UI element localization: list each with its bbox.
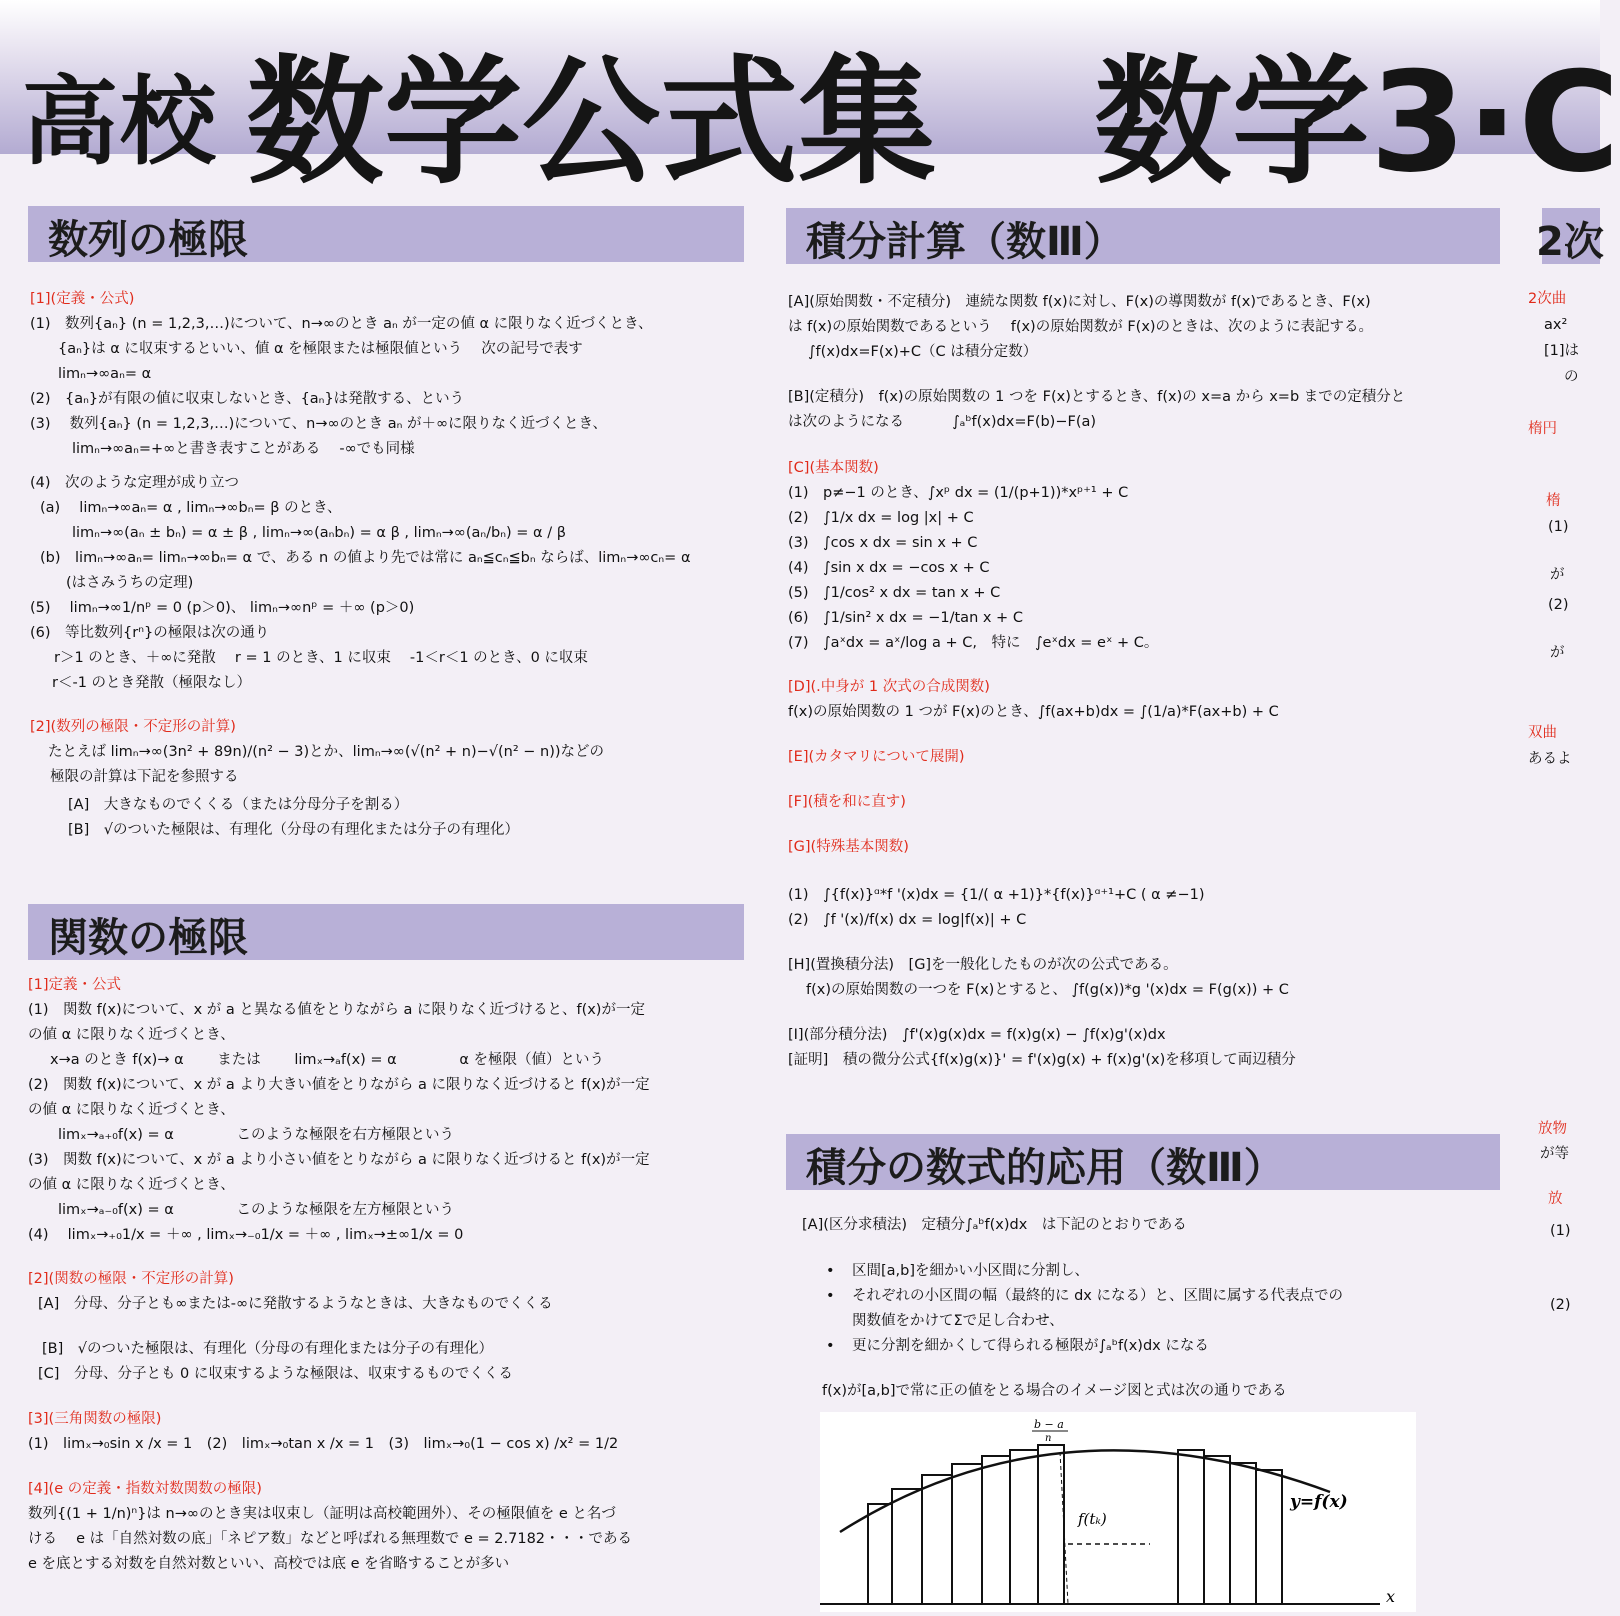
section-heading-integration-application <box>786 1134 1500 1190</box>
text-line: 極限の計算は下記を参照する <box>50 769 239 785</box>
riemann-bar <box>1204 1456 1230 1604</box>
list-item: • それぞれの小区間の幅（最終的に dx になる）と、区間に属する代表点での <box>852 1287 1343 1305</box>
formula-line: f(x)の原始関数の 1 つが F(x)のとき、∫f(ax+b)dx = ∫(1/a)*F(ax+b) + C <box>788 704 1279 720</box>
text-line: r＜-1 のとき発散（極限なし） <box>52 675 252 691</box>
formula-line: ∫f(x)dx=F(x)+C（C は積分定数） <box>808 344 1038 360</box>
text-line: の値 α に限りなく近づくとき、 <box>28 1102 235 1118</box>
column-left <box>28 0 744 1600</box>
formula-line: f(x)の原始関数の一つを F(x)とすると、 ∫f(g(x))*g '(x)dx = F(g(x)) + C <box>806 982 1289 998</box>
text-line: e を底とする対数を自然対数といい、高校では底 e を省略することが多い <box>28 1556 510 1572</box>
item-heading: [4](e の定義・指数対数関数の極限) <box>28 1481 262 1497</box>
text-line: ける e は「自然対数の底」「ネピア数」などと呼ばれる無理数で e = 2.7182・・・である <box>28 1531 633 1547</box>
header-subject: 数学3·C <box>1094 42 1620 203</box>
header-title: 数学公式集 <box>246 42 937 203</box>
riemann-sum-figure <box>820 1412 1416 1612</box>
text-line: [B] √のついた極限は、有理化（分母の有理化または分子の有理化） <box>42 1341 493 1357</box>
text-line: (1) 数列{aₙ} (n = 1,2,3,…)について、n→∞のとき aₙ が一定の値 α に限りなく近づくとき、 <box>30 316 653 332</box>
text-line: r＞1 のとき、＋∞に発散 r = 1 のとき、1 に収束 -1＜r＜1 のとき、0 に収束 <box>54 650 588 666</box>
text-fragment: 双曲 <box>1528 725 1557 741</box>
riemann-bar <box>1256 1470 1282 1604</box>
text-line: (1) 関数 f(x)について、x が a と異なる値をとりながら a に限りなく近づけると、f(x)が一定 <box>28 1002 645 1018</box>
text-fragment: の <box>1564 369 1579 385</box>
item-heading: [D](.中身が 1 次式の合成関数) <box>788 679 990 695</box>
header-school: 高校 <box>22 66 218 178</box>
item-heading: [1](定義・公式) <box>30 291 135 307</box>
fk-label: f(tₖ) <box>1078 1510 1107 1528</box>
text-fragment: 楕円 <box>1528 421 1557 437</box>
section-heading-integration <box>786 208 1500 264</box>
text-line: は次のようになる ∫ₐᵇf(x)dx=F(b)−F(a) <box>788 414 1097 430</box>
riemann-bars <box>868 1445 1282 1604</box>
section-heading-sequence-limit <box>28 206 744 262</box>
text-line: f(x)が[a,b]で常に正の値をとる場合のイメージ図と式は次の通りである <box>822 1383 1287 1399</box>
riemann-bar <box>1178 1450 1204 1604</box>
formula-line: limₙ→∞(aₙ ± bₙ) = α ± β , limₙ→∞(aₙbₙ) = α β , limₙ→∞(aₙ/bₙ) = α / β <box>72 525 566 541</box>
riemann-bar <box>952 1464 982 1604</box>
text-fragment: が <box>1550 645 1565 661</box>
riemann-bar <box>1010 1450 1038 1604</box>
text-line: (4) 次のような定理が成り立つ <box>30 475 240 491</box>
formula-line: (1) ∫{f(x)}ᵅ*f '(x)dx = {1/( α +1)}*{f(x)}ᵅ⁺¹+C ( α ≠−1) <box>788 887 1205 903</box>
item-heading: [G](特殊基本関数) <box>788 839 909 855</box>
item-heading: [F](積を和に直す) <box>788 794 906 810</box>
text-fragment: 楕 <box>1546 493 1561 509</box>
text-line: [H](置換積分法) [G]を一般化したものが次の公式である。 <box>788 957 1178 973</box>
section-title: 積分の数式的応用（数Ⅲ） <box>806 1145 1284 1191</box>
text-fragment: が <box>1550 567 1565 583</box>
formula-line: (2) ∫f '(x)/f(x) dx = log|f(x)| + C <box>788 912 1027 928</box>
column-middle <box>786 0 1500 1606</box>
text-line: (6) 等比数列{rⁿ}の極限は次の通り <box>30 625 270 641</box>
item-heading: [2](数列の極限・不定形の計算) <box>30 719 236 735</box>
text-line: 数列{(1 + 1/n)ⁿ}は n→∞のとき実は収束し（証明は高校範囲外）、その極限値を e と名づ <box>28 1506 616 1522</box>
text-line: (2) 関数 f(x)について、x が a より大きい値をとりながら a に限りなく近づけると f(x)が一定 <box>28 1077 650 1093</box>
text-line: (a) limₙ→∞aₙ= α , limₙ→∞bₙ= β のとき、 <box>40 500 342 516</box>
formula-line: (4) limₓ→₊₀1/x = ＋∞ , limₓ→₋₀1/x = ＋∞ , limₓ→±∞1/x = 0 <box>28 1227 464 1243</box>
text-line: [A] 大きなものでくくる（または分母分子を割る） <box>68 797 409 813</box>
text-fragment: 放 <box>1548 1191 1563 1207</box>
text-line: (2) {aₙ}が有限の値に収束しないとき、{aₙ}は発散する、という <box>30 391 465 407</box>
width-label: b − a <box>1034 1418 1064 1431</box>
riemann-bar <box>892 1489 922 1604</box>
text-line: [B] √のついた極限は、有理化（分母の有理化または分子の有理化） <box>68 822 519 838</box>
text-fragment: (1) <box>1548 519 1569 535</box>
text-line: (3) 関数 f(x)について、x が a より小さい値をとりながら a に限りなく近づけると f(x)が一定 <box>28 1152 650 1168</box>
riemann-bar <box>1230 1463 1256 1604</box>
text-fragment: あるよ <box>1528 751 1572 767</box>
formula-line: (3) ∫cos x dx = sin x + C <box>788 535 978 551</box>
list-item: • 更に分割を細かくして得られる極限が∫ₐᵇf(x)dx になる <box>852 1337 1209 1355</box>
section-title: 関数の極限 <box>48 915 248 961</box>
column-right-partial <box>1528 0 1604 1600</box>
formula-line: (4) ∫sin x dx = −cos x + C <box>788 560 990 576</box>
formula-line: (6) ∫1/sin² x dx = −1/tan x + C <box>788 610 1023 626</box>
formula-line: (1) p≠−1 のとき、∫xᵖ dx = (1/(p+1))*xᵖ⁺¹ + C <box>788 485 1129 501</box>
text-fragment: [1]は <box>1544 343 1580 359</box>
formula-line: limₙ→∞aₙ=+∞と書き表すことがある -∞でも同様 <box>72 441 415 457</box>
formula-line: (2) ∫1/x dx = log |x| + C <box>788 510 974 526</box>
text-line: たとえば limₙ→∞(3n² + 89n)/(n² − 3)とか、limₙ→∞(√(n² + n)−√(n² − n))などの <box>48 744 605 760</box>
text-line: [証明] 積の微分公式{f(x)g(x)}' = f'(x)g(x) + f(x)g'(x)を移項して両辺積分 <box>788 1052 1296 1068</box>
item-heading: [C](基本関数) <box>788 460 879 476</box>
list-item: • 区間[a,b]を細かい小区間に分割し、 <box>852 1262 1089 1280</box>
text-fragment: (2) <box>1548 597 1569 613</box>
text-line: (3) 数列{aₙ} (n = 1,2,3,…)について、n→∞のとき aₙ が＋∞に限りなく近づくとき、 <box>30 416 607 432</box>
formula-line: (5) ∫1/cos² x dx = tan x + C <box>788 585 1001 601</box>
section-heading-function-limit <box>28 904 744 960</box>
riemann-bar <box>922 1475 952 1604</box>
riemann-bar <box>1038 1445 1064 1604</box>
text-line: [B](定積分) f(x)の原始関数の 1 つを F(x)とするとき、f(x)の x=a から x=b までの定積分と <box>788 389 1406 405</box>
section-heading-quadratic-curves <box>1536 208 1604 265</box>
text-fragment: (2) <box>1550 1297 1571 1313</box>
text-line: [A] 分母、分子とも∞または-∞に発散するようなときは、大きなものでくくる <box>38 1296 553 1312</box>
section-title: 2次 <box>1536 219 1604 265</box>
axis-label: x <box>1386 1587 1396 1606</box>
text-line: (はさみうちの定理) <box>66 575 194 591</box>
formula-line: x→a のとき f(x)→ α または limₓ→ₐf(x) = α α を極限（値）という <box>50 1052 605 1068</box>
text-line: は f(x)の原始関数であるという f(x)の原始関数が F(x)のときは、次のように表記する。 <box>788 319 1374 335</box>
width-denominator: n <box>1045 1433 1052 1444</box>
section-title: 積分計算（数Ⅲ） <box>806 219 1124 265</box>
item-heading: [E](カタマリについて展開) <box>788 749 965 765</box>
formula-line: (1) limₓ→₀sin x /x = 1 (2) limₓ→₀tan x /x = 1 (3) limₓ→₀(1 − cos x) /x² = 1/2 <box>28 1436 619 1452</box>
text-line: の値 α に限りなく近づくとき、 <box>28 1177 235 1193</box>
text-fragment: が等 <box>1540 1146 1569 1162</box>
text-line: [C] 分母、分子とも 0 に収束するような極限は、収束するものでくくる <box>38 1366 513 1382</box>
text-line: (b) limₙ→∞aₙ= limₙ→∞bₙ= α で、ある n の値より先では常に aₙ≦cₙ≦bₙ ならば、limₙ→∞cₙ= α <box>40 550 691 566</box>
formula-line: (5) limₙ→∞1/nᵖ = 0 (p＞0)、 limₙ→∞nᵖ = ＋∞ (p＞0) <box>30 600 415 616</box>
item-heading: [3](三角関数の極限) <box>28 1411 162 1427</box>
riemann-sum-diagram <box>820 1412 1416 1612</box>
formula-line: limₙ→∞aₙ= α <box>58 366 152 382</box>
riemann-bar <box>982 1456 1010 1604</box>
text-line: [A](原始関数・不定積分) 連続な関数 f(x)に対し、F(x)の導関数が f(x)であるとき、F(x) <box>788 294 1371 310</box>
curve-label: y=f(x) <box>1290 1492 1348 1512</box>
text-fragment: 放物 <box>1538 1121 1567 1137</box>
text-fragment: ax² <box>1544 317 1568 333</box>
riemann-bar <box>868 1504 892 1604</box>
section-title: 数列の極限 <box>48 217 248 263</box>
text-line: の値 α に限りなく近づくとき、 <box>28 1027 235 1043</box>
text-fragment: (1) <box>1550 1223 1571 1239</box>
formula-line: limₓ→ₐ₋₀f(x) = α このような極限を左方極限という <box>58 1202 454 1218</box>
formula-line: [I](部分積分法) ∫f'(x)g(x)dx = f(x)g(x) − ∫f(x)g'(x)dx <box>788 1027 1166 1043</box>
text-fragment: 2次曲 <box>1528 291 1567 307</box>
formula-line: limₓ→ₐ₊₀f(x) = α このような極限を右方極限という <box>58 1127 454 1143</box>
text-line: {aₙ}は α に収束するといい、値 α を極限または極限値という 次の記号で表す <box>58 341 583 357</box>
item-heading: [1]定義・公式 <box>28 977 122 993</box>
text-line: 関数値をかけてΣで足し合わせ、 <box>852 1313 1064 1329</box>
item-heading: [2](関数の極限・不定形の計算) <box>28 1271 234 1287</box>
text-line: [A](区分求積法) 定積分∫ₐᵇf(x)dx は下記のとおりである <box>802 1217 1187 1233</box>
formula-line: (7) ∫aˣdx = aˣ/log a + C, 特に ∫eˣdx = eˣ + C。 <box>788 635 1159 651</box>
